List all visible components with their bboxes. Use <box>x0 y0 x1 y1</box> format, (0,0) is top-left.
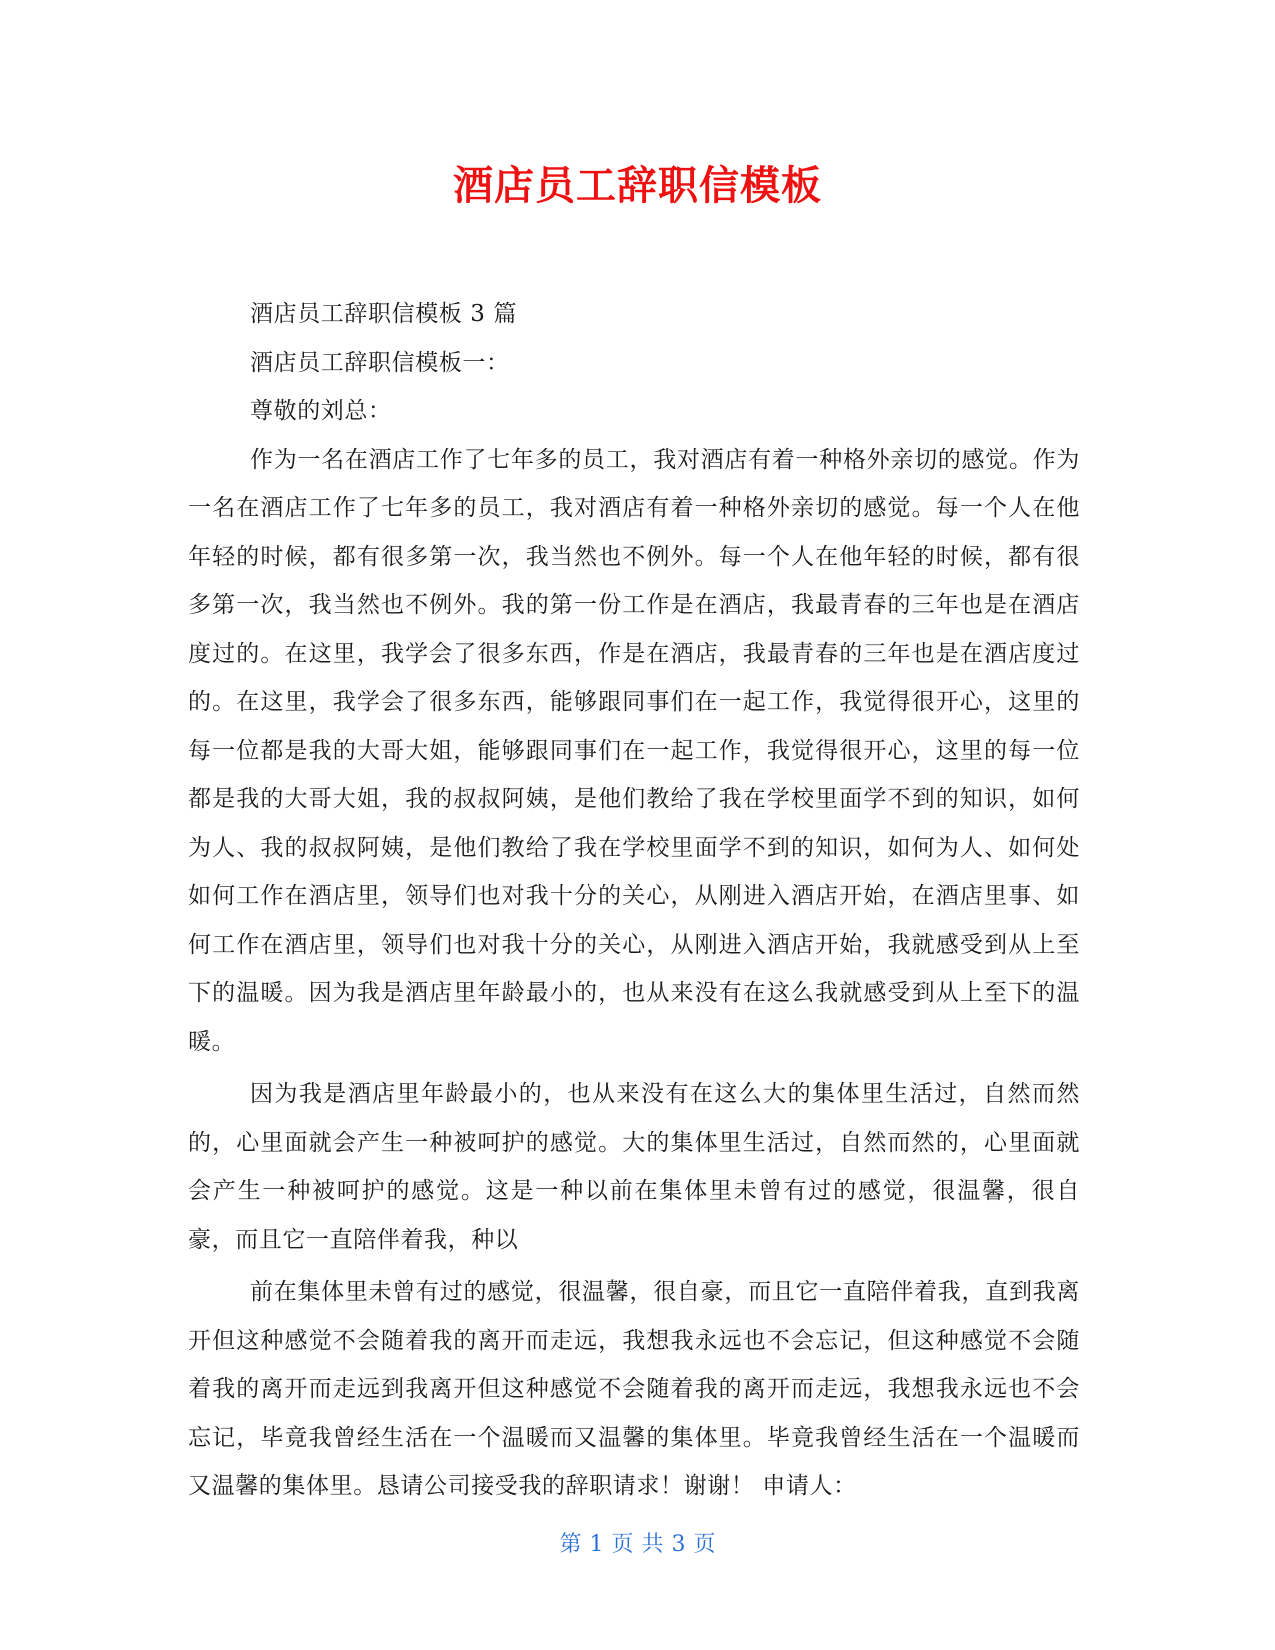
document-body <box>188 290 1080 1511</box>
page-footer <box>0 1530 1275 1560</box>
salutation: 尊敬的刘总： <box>250 398 392 424</box>
footer-total-pages: 3 <box>671 1532 686 1557</box>
footer-page-word: 第 <box>559 1532 582 1557</box>
body-paragraph: 作为一名在酒店工作了七年多的员工，我对酒店有着一种格外亲切的感觉。作为一名在酒店工作了七年多的员工，我对酒店有着一种格外亲切的感觉。每一个人在他年轻的时候，都有很多第一次，我当然也不例外。每一个人在他年轻的时候，都有很多第一次，我当然也不例外。我的第一份工作是在酒店，我最青春的三年也是在酒店度过的。在这里，我学会了很多东西，作是在酒店，我最青春的三年也是在酒店度过的。在这里，我学会了很多东西，能够跟同事们在一起工作，我觉得很开心，这里的每一位都是我的大哥大姐，能够跟同事们在一起工作，我觉得很开心，这里的每一位都是我的大哥大姐，我的叔叔阿姨，是他们教给了我在学校里面学不到的知识，如何为人、我的叔叔阿姨，是他们教给了我在学校里面学不到的知识，如何为人、如何处如何工作在酒店里，领导们也对我十分的关心，从刚进入酒店开始，在酒店里事、如何工作在酒店里，领导们也对我十分的关心，从刚进入酒店开始，我就感受到从上至下的温暖。因为我是酒店里年龄最小的，也从来没有在这么我就感受到从上至下的温暖。 <box>188 446 1080 1055</box>
footer-page-unit: 页 <box>611 1532 634 1557</box>
body-paragraph: 因为我是酒店里年龄最小的，也从来没有在这么大的集体里生活过，自然而然的，心里面就会产生一种被呵护的感觉。大的集体里生活过，自然而然的，心里面就会产生一种被呵护的感觉。这是一种以前在集体里未曾有过的感觉，很温馨，很自豪，而且它一直陪伴着我，种以 <box>188 1081 1080 1253</box>
footer-total-word: 共 <box>641 1532 664 1557</box>
body-paragraph: 前在集体里未曾有过的感觉，很温馨，很自豪，而且它一直陪伴着我，直到我离开但这种感觉不会随着我的离开而走远，我想我永远也不会忘记，但这种感觉不会随着我的离开而走远到我离开但这种感觉不会随着我的离开而走远，我想我永远也不会忘记，毕竟我曾经生活在一个温暖而又温馨的集体里。毕竟我曾经生活在一个温暖而又温馨的集体里。恳请公司接受我的辞职请求！谢谢！ 申请人： <box>188 1279 1080 1499</box>
subtitle-line: 酒店员工辞职信模板 3 篇 <box>250 301 518 327</box>
section-heading: 酒店员工辞职信模板一： <box>250 349 510 376</box>
document-title: 酒店员工辞职信模板 <box>453 163 822 209</box>
footer-page-number: 1 <box>589 1532 604 1557</box>
footer-total-unit: 页 <box>693 1532 716 1557</box>
